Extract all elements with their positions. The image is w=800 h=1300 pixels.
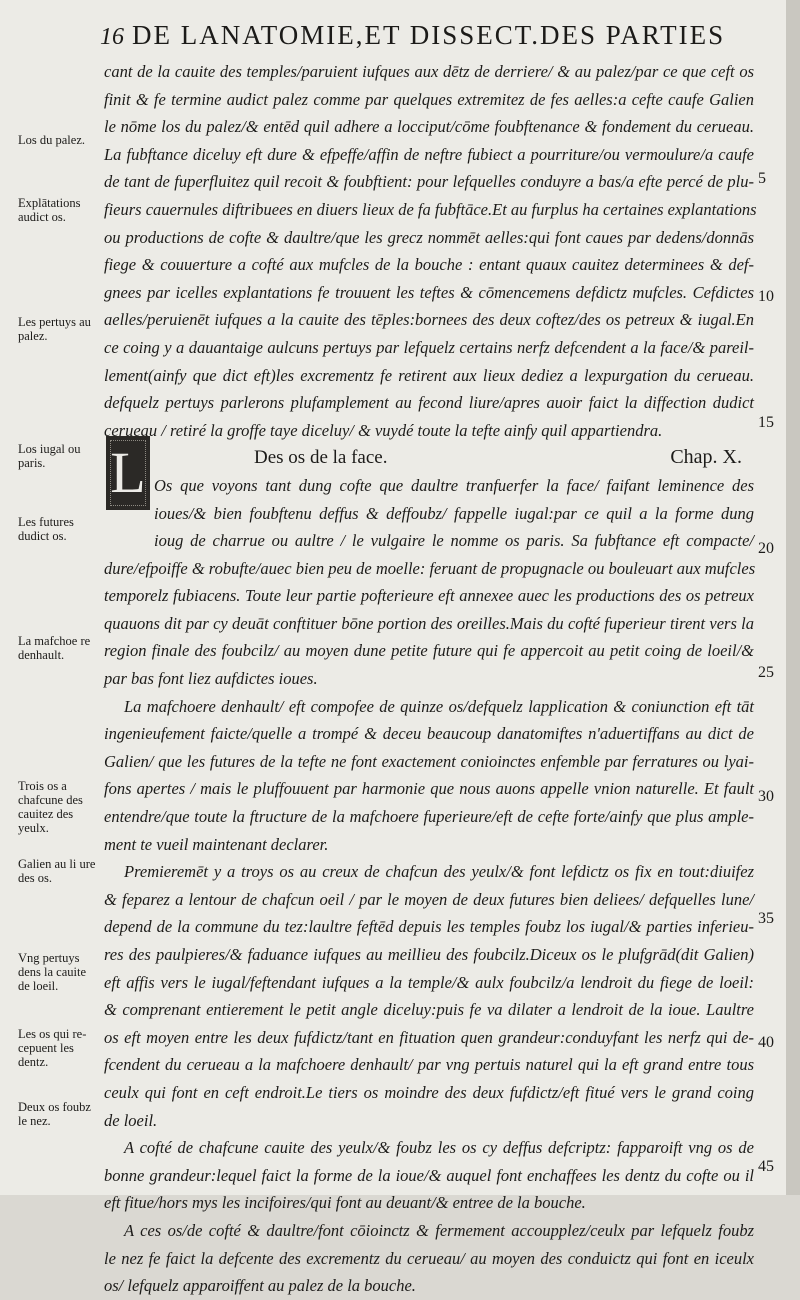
text-line: La fubftance diceluy eft dure & efpeffe/affin de neftre fubiect a pourriture/ou vermoulure/a caufe (104, 144, 754, 164)
text-line: ment te vueil maintenant declarer. (104, 834, 329, 854)
text-line: & feparez a lentour de chafcun oeil / par le moyen de deux futures bien deliees/ defquelles lune/ (104, 889, 754, 909)
text-line: defquelz pertuys parlerons plufamplement au fecond liure/apres auoir faict la diffection dudict (104, 393, 754, 413)
text-line: lement(ainfy que dict eft)les excrementz fe retirent aux lieux dediez a lexpurgation du cerueau. (104, 365, 754, 385)
margin-note: Explātations audict os. (18, 196, 81, 224)
text-line: ioues/& bien foubftenu deffus & deffoubz/ fappelle iugal:par ce quil a la forme dung (154, 503, 754, 523)
main-text-block (104, 58, 757, 1300)
text-line: Os que voyons tant dung cofte que daultre tranfuerfer la face/ faifant leminence des (154, 475, 754, 495)
line-number: 10 (758, 288, 774, 305)
text-line: dure/efpoiffe & robufte/auec bien peu de moelle: feruant de propugnacle ou bouleuart aux mufcles (104, 558, 756, 578)
text-line: de loeil. (104, 1110, 158, 1130)
text-line: ce coing y a dauantaige aulcuns pertuys par lefquelz certains nerfz defcendent a la face/& pareil- (104, 337, 754, 357)
text-line: Premieremēt y a troys os au creux de chafcun des yeulx/& font lefdictz os fix en tout:diuifez (124, 862, 754, 882)
text-line: os eft moyen entre les deux fufdictz/tant en fituation quen grandeur:conduyfant les nerfz qui de- (104, 1027, 754, 1047)
facing-page-edge (786, 0, 800, 1195)
text-line: os/ lefquelz apparoiffent au palez de la bouche. (104, 1276, 416, 1296)
chapter-title: Des os de la face. (254, 447, 388, 469)
line-number: 45 (758, 1158, 774, 1175)
text-line: eft affis vers le iugal/feftendant iufques a la temple/& aulx foubcilz/a lendroit du fiege de loeil: (104, 972, 754, 992)
text-line: aelles/peruienēt iufques a la cauite des tēples:bornees des deux coftez/des os petreux & iugal.En (104, 310, 754, 330)
line-number: 30 (758, 788, 774, 805)
text-line: La mafchoere denhault/ eft compofee de quinze os/defquelz lapplication & coniunction eft tāt (124, 696, 754, 716)
line-number: 35 (758, 910, 774, 927)
text-line: res des paulpieres/& faduance iufques au meillieu des foubcilz.Diceux os le plufgrād(dit Galien) (104, 945, 754, 964)
text-line: cerueau / retiré la groffe taye diceluy/ & vuydé toute la tefte ainfy quil appartiendra. (104, 420, 663, 440)
text-line: ingenieufement faicte/quelle a trompé & deceu beaucoup danatomiftes n'aduertiffans au dict de (104, 724, 754, 744)
page-number: 16 (100, 24, 124, 50)
text-line: Galien/ que les futures de la tefte ne font exactement conioinctes enfemble par ferratures ou lyai- (104, 751, 754, 771)
text-line: cant de la cauite des temples/paruient iufques aux dētz de derriere/ & au palez/par ce que ceft os (104, 62, 754, 81)
margin-note: Deux os foubz le nez. (18, 1100, 91, 1128)
text-line: fieurs cauernules diftribuees en diuers lieux de fa fubftāce.Et au furplus ha certaines explantations (104, 199, 757, 219)
chapter-number: Chap. X. (670, 446, 742, 469)
margin-note: Vng pertuys dens la cauite de loeil. (18, 951, 87, 993)
text-line: A ces os/de cofté & daultre/font cōioinctz & fermement accoupplez/ceulx par lefquelz foubz (124, 1220, 754, 1240)
margin-note: Les os qui re- cepuent les dentz. (18, 1027, 87, 1069)
line-number: 40 (758, 1034, 774, 1051)
text-line: le nōme los du palez/& entēd quil adhere a locciput/cōme foubftenance & fondement du cerueau. (104, 117, 754, 137)
dropcap-letter: L (110, 440, 146, 505)
text-line: region finale des foubcilz/ au moyen dune petite future qui fe appercoit au petit coing de loeil/& (104, 641, 754, 661)
text-line: ceulx qui font en ceft endroit.Le tiers os moindre des deux fufdictz/eft fitué vers le grand coing (104, 1082, 754, 1102)
text-line: quauons dit par cy deuāt conftituer bōne portion des oreilles.Mais du cofté fuperieur tirent vers la (104, 613, 754, 633)
text-line: A cofté de chafcune cauite des yeulx/& foubz les os cy deffus defcriptz: fapparoift vng os de (124, 1138, 754, 1158)
text-line: & comprenant entierement le petit angle diceluy:puis fe va dilater a lendroit de la ioue. Laultre (104, 1000, 754, 1020)
text-line: fons apertes / mais le pluffouuent par harmonie que nous auons appelle vnion naturelle. Et fault (104, 779, 754, 799)
line-number: 20 (758, 540, 774, 557)
running-header (100, 18, 740, 52)
running-head: DE LANATOMIE,ET DISSECT.DES PARTIES (132, 20, 726, 50)
text-line: le nez fe faict la defcente des excrementz du cerueau/ au moyen des conduictz qui font en iceulx (104, 1248, 754, 1268)
margin-note: Trois os a chafcune des cauitez des yeulx. (18, 779, 83, 835)
text-line: gnees par icelles explantations fe trouuent les teftes & cōmencemens defdictz mufcles. Cefdictes (104, 282, 754, 302)
text-line: temporelz fubiacens. Toute leur partie pofterieure eft annexee auec les productions des os petreux (104, 586, 754, 606)
margin-note: Les futures dudict os. (18, 515, 74, 543)
text-line: ou productions de cofte & daultre/que les grecz nommēt aelles:qui font caues par dedens/donnās (104, 227, 754, 247)
line-number: 25 (758, 664, 774, 681)
text-line: de tant de fuperfluitez quil recoit & foubftient: pour lefquelles conduyre a bas/a efte percé de plu- (104, 172, 754, 192)
text-line: bonne grandeur:lequel faict la forme de la ioue/& auquel font enchaffees les dentz du cofte ou il (104, 1165, 754, 1185)
margin-note: La mafchoe re denhault. (18, 634, 91, 662)
margin-note: Los iugal ou paris. (18, 442, 81, 470)
line-number: 5 (758, 170, 766, 187)
text-line: par bas font liez aufdictes ioues. (104, 669, 318, 689)
margin-note: Los du palez. (18, 133, 85, 147)
margin-note: Les pertuys au palez. (18, 315, 91, 343)
text-line: eft fitue/hors mys les incifoires/qui font au deuant/& entree de la bouche. (104, 1193, 586, 1213)
text-line: fcendent du cerueau a la mafchoere denhault/ par vng pertuis naturel qui la eft grand entre tous (104, 1055, 754, 1075)
margin-note: Galien au li ure des os. (18, 857, 96, 885)
chapter-heading (104, 444, 754, 472)
text-line: fiege & couuerture a cofté aux mufcles de la bouche : entant quaux cauitez determinees & def- (104, 255, 754, 275)
text-line: entendre/que toute la ftructure de la mafchoere fuperieure/eft de cefte forte/ainfy que plus ample- (104, 807, 754, 827)
text-line: depend de la commune du tez:laultre feftēd depuis les temples foubz los iugal/& parties inferieu- (104, 917, 754, 937)
line-number: 15 (758, 414, 774, 431)
text-line: finit & fe termine audict palez comme par quelques extremitez de fes aelles:a cefte caufe Galien (104, 89, 754, 109)
text-line: ioug de charrue ou aultre / le vulgaire le nomme os paris. Sa fubftance eft compacte/ (154, 531, 754, 551)
